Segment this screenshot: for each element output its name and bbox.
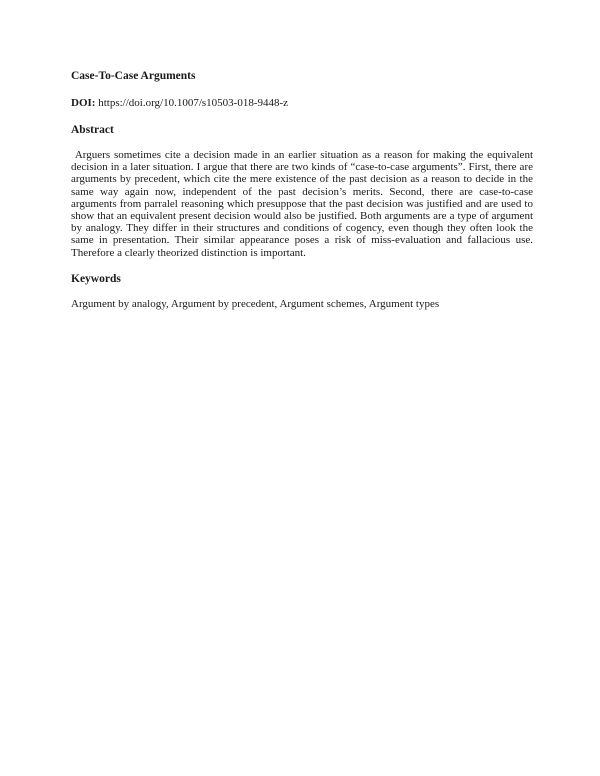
- abstract-text: Arguers sometimes cite a decision made in an earlier situation as a reason for making the equivalent decision in a later situation. I argue that there are two kinds of “case-to-case arguments”. First, there are arguments by precedent, which cite the mere existence of the past decision as a reason to decide in the same way again now, independent of the past decision’s merits. Second, there are case-to-case arguments from parralel reasoning which presuppose that the past decision was justified and are used to show that an equivalent present decision would also be justified. Both arguments are a type of argument by analogy. They differ in their structures and conditions of cogency, even though they often look the same in presentation. Their similar appearance poses a risk of miss-evaluation and fallacious use. Therefore a clearly theorized distinction is important.: [71, 149, 533, 259]
- article-content: [71, 70, 533, 311]
- doi-link[interactable]: https://doi.org/10.1007/s10503-018-9448-z: [98, 97, 289, 109]
- doi-line: [71, 97, 533, 110]
- article-title: Case-To-Case Arguments: [71, 70, 196, 82]
- keywords-text: Argument by analogy, Argument by precedent, Argument schemes, Argument types: [71, 297, 440, 310]
- keywords-heading: Keywords: [71, 272, 121, 285]
- abstract-heading: Abstract: [71, 124, 114, 136]
- doi-label: DOI:: [71, 97, 96, 109]
